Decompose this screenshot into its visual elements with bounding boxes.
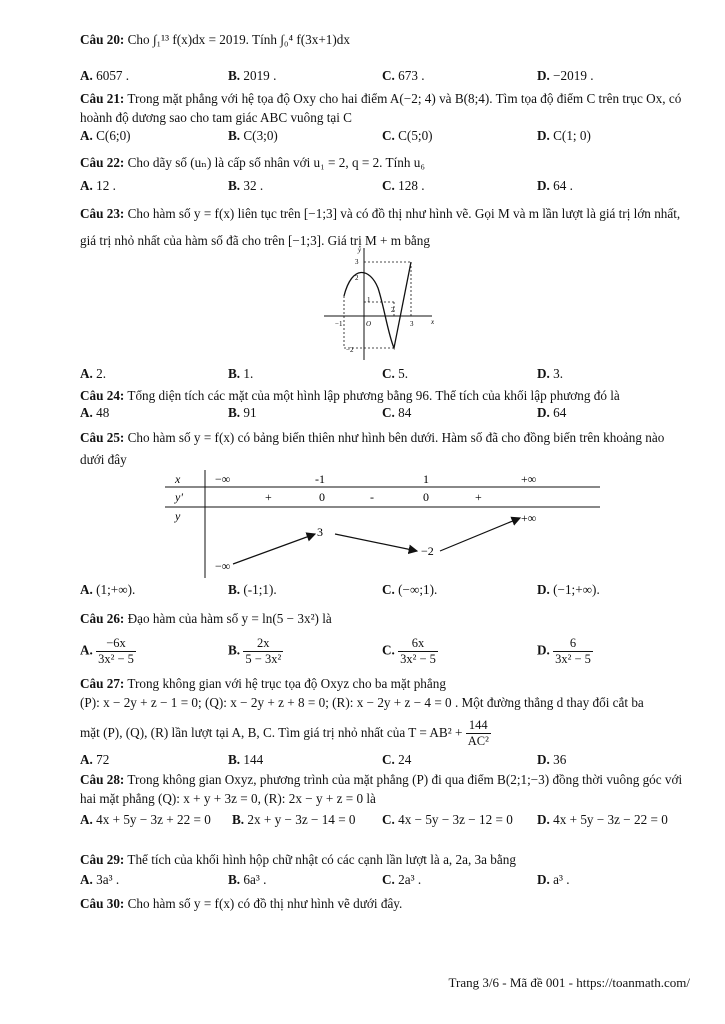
tick-x-2: 2 [391, 306, 395, 314]
sign-0: + [265, 490, 272, 504]
question-27-cont: mặt (P), (Q), (R) lần lượt tại A, B, C. Tìm giá trị nhỏ nhất của T = AB² + $\frac{144}{\text{AC²}}$ [80, 718, 489, 749]
question-25-options: A. (1;+∞). B. (-1;1). C. (−∞;1). D. (−1;+∞). [80, 582, 600, 597]
x-val-3: +∞ [521, 472, 537, 486]
question-30: Câu 30: Cho hàm số y = f(x) có đồ thị như hình vẽ dưới đây. [80, 896, 403, 911]
tick-x-3: 3 [410, 320, 414, 328]
tick-y-1: 1 [367, 296, 371, 304]
row-y-label: y [175, 509, 181, 523]
y-val-3: +∞ [521, 511, 537, 525]
page-footer: Trang 3/6 - Mã đề 001 - https://toanmath.com/ [448, 975, 690, 990]
x-val-0: −∞ [215, 472, 231, 486]
question-20: Câu 20: Cho ∫₁¹³ f(x)dx = 2019. Tính ∫₀⁴ f(3x+1)dx [80, 32, 350, 47]
axis-y-label: y [358, 246, 362, 254]
tick-x-neg1: −1 [335, 320, 343, 328]
sign-1: 0 [319, 490, 325, 504]
row-x-label: x [175, 472, 181, 486]
question-26-options: A. $\frac{-6x}{\text{3x² − 5}}$ B. $\frac{2x}{\text{5 − 3x²}}$ C. $\frac{6x}{\text{3x² − 5}}$ D. $\frac{6}{\text{3x² − 5}}$ [80, 636, 591, 666]
sign-4: + [475, 490, 482, 504]
y-val-0: −∞ [215, 559, 231, 573]
axis-x-label: x [431, 318, 435, 326]
question-24-options: A. 48 B. 91 C. 84 D. 64 [80, 405, 567, 420]
question-23-options: A. 2. B. 1. C. 5. D. 3. [80, 366, 564, 381]
question-29: Câu 29: Thể tích của khối hình hộp chữ nhật có các cạnh lần lượt là a, 2a, 3a bằng [80, 852, 516, 867]
tick-y-2: 2 [355, 274, 359, 282]
question-22-options: A. 12 . B. 32 . C. 128 . D. 64 . [80, 178, 573, 193]
question-22: Câu 22: Cho dãy số (uₙ) là cấp số nhân với u₁ = 2, q = 2. Tính u₆ [80, 155, 425, 170]
x-val-1: -1 [315, 472, 325, 486]
question-21-options: A. C(6;0) B. C(3;0) C. C(5;0) D. C(1; 0) [80, 128, 591, 143]
y-val-2: −2 [421, 544, 434, 558]
question-21: Câu 21: Trong mặt phẳng với hệ tọa độ Oxy cho hai điểm A(−2; 4) và B(8;4). Tìm tọa độ điểm C trên trục Ox, có hoành độ dương sao cho tam giác ABC vuông tại C [80, 91, 682, 125]
sign-3: 0 [423, 490, 429, 504]
question-20-options: A. 6057 . B. 2019 . C. 673 . D. −2019 . [80, 68, 594, 83]
question-28-options: A. 4x + 5y − 3z + 22 = 0 B. 2x + y − 3z − 14 = 0 C. 4x − 5y − 3z − 12 = 0 D. 4x + 5y − 3z − 22 = 0 [80, 812, 668, 827]
variation-table [165, 470, 600, 578]
tick-y-3: 3 [355, 258, 359, 266]
question-26: Câu 26: Đạo hàm của hàm số y = ln(5 − 3x²) là [80, 611, 332, 626]
sign-2: - [370, 490, 374, 504]
question-24: Câu 24: Tổng diện tích các mặt của một hình lập phương bằng 96. Thể tích của khối lập phương đó là [80, 388, 620, 403]
function-curve [344, 262, 411, 348]
question-29-options: A. 3a³ . B. 6a³ . C. 2a³ . D. a³ . [80, 872, 570, 887]
question-23: Câu 23: Cho hàm số y = f(x) liên tục trên [−1;3] và có đồ thị như hình vẽ. Gọi M và m lần lượt là giá trị lớn nhất, giá trị nhỏ nhất của hàm số đã cho trên [−1;3]. Giá trị M + m bằng [80, 206, 681, 248]
row-yprime-label: y' [175, 490, 183, 504]
question-27-options: A. 72 B. 144 C. 24 D. 36 [80, 752, 567, 767]
question-27: Câu 27: Trong không gian với hệ trục tọa độ Oxyz cho ba mặt phẳng (P): x − 2y + z − 1 = 0; (Q): x − 2y + z + 8 = 0; (R): x − 2y + z − 4 = 0 . Một đường thẳng d thay đổi cắt ba [80, 676, 644, 710]
y-val-1: 3 [317, 525, 323, 539]
question-25: Câu 25: Cho hàm số y = f(x) có bảng biến thiên như hình bên dưới. Hàm số đã cho đồng biến trên khoảng nào dưới đây [80, 430, 665, 467]
x-val-2: 1 [423, 472, 429, 486]
origin-label: O [366, 320, 372, 328]
function-graph [318, 244, 438, 364]
question-28: Câu 28: Trong không gian Oxyz, phương trình của mặt phẳng (P) đi qua điểm B(2;1;−3) đồng thời vuông góc với hai mặt phẳng (Q): x + y + 3z = 0, (R): 2x − y + z = 0 là [80, 772, 683, 806]
tick-y-neg2: −2 [346, 346, 354, 354]
